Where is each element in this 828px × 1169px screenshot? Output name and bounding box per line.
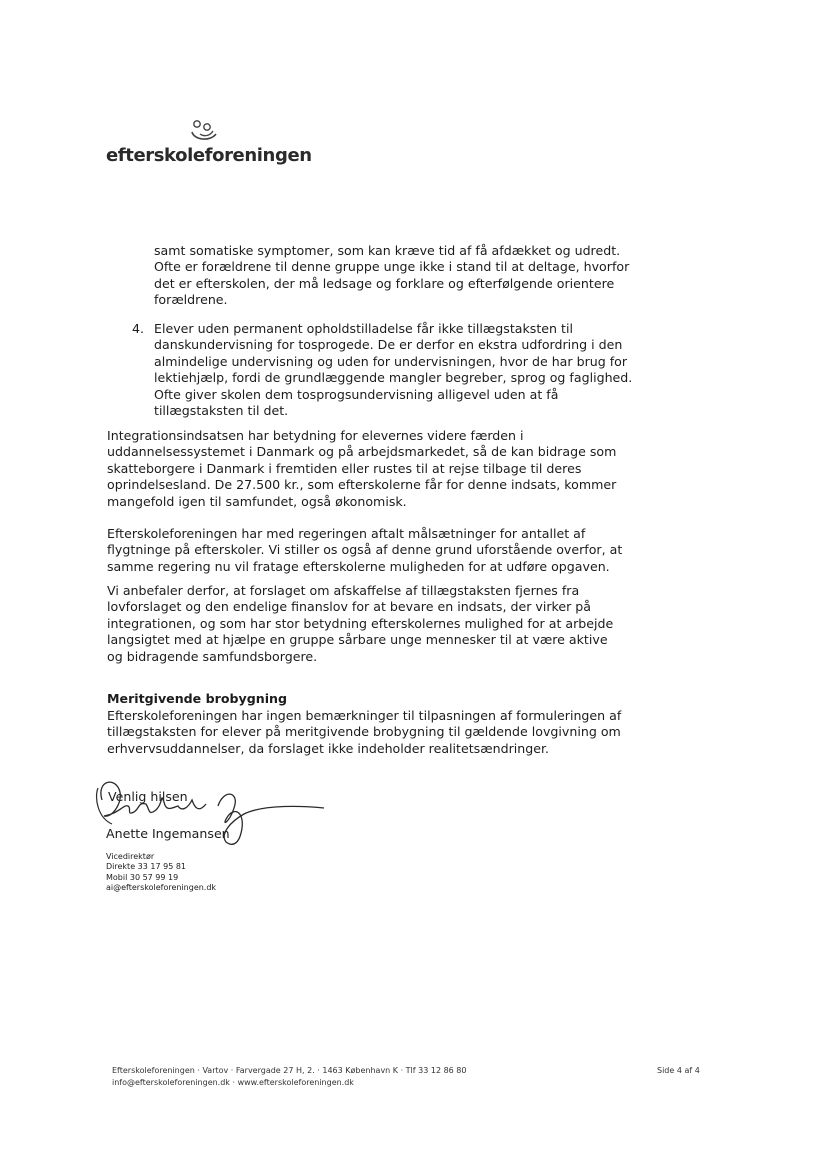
list-item-text: Elever uden permanent opholdstilladelse får ikke tillægstaksten til danskundervisning for tosprogede. De er derfor en ekstra udfordring i den almindelige undervisning og uden for undervisningen, hvor de har brug for lektiehjælp, fordi de grundlæggende mangler begreber, sprog og faglighed. Ofte giver skolen dem tosprogsundervisning alligevel uden at få tillægstaksten til det. [154, 321, 633, 419]
contact-direct: Direkte 33 17 95 81 [106, 862, 186, 872]
contact-mobile: Mobil 30 57 99 19 [106, 872, 179, 882]
page-number: Side 4 af 4 [657, 1066, 700, 1075]
paragraph-targets: Efterskoleforeningen har med regeringen aftalt målsætninger for antallet af flygtninge på efterskoler. Vi stiller os også af denne grund uforstående overfor, at samme regering nu vil fratage efterskolerne muligheden for at udføre opgaven. [107, 526, 623, 574]
section-text: Efterskoleforeningen har ingen bemærkninger til tilpasningen af formuleringen af tillægstaksten for elever på meritgivende brobygning til gældende lovgivning om erhvervsuddannelser, da forslaget ikke indeholder realitetsændringer. [107, 708, 622, 756]
contact-email[interactable]: ai@efterskoleforeningen.dk [106, 883, 217, 893]
section-heading: Meritgivende brobygning [107, 691, 287, 706]
footer [112, 1065, 466, 1089]
paragraph-recommendation: Vi anbefaler derfor, at forslaget om afskaffelse af tillægstaksten fjernes fra lovforslaget og den endelige finanslov for at bevare en indsats, der virker på integrationen, og som har stor betydning efterskolernes mulighed for at arbejde langsigtet med at hjælpe en gruppe sårbare unge mennesker til at være aktive og bidragende samfundsborgere. [107, 583, 614, 664]
footer-address: Efterskoleforeningen · Vartov · Farvergade 27 H, 2. · 1463 København K · Tlf 33 12 86 80 [112, 1066, 467, 1075]
closing-greeting: Venlig hilsen [108, 789, 188, 804]
footer-links[interactable]: info@efterskoleforeningen.dk · www.efterskoleforeningen.dk [112, 1078, 354, 1087]
signer-name: Anette Ingemansen [106, 826, 230, 841]
children-figures-icon [186, 118, 226, 146]
logo-wordmark: efterskoleforeningen [106, 145, 312, 166]
contact-block [106, 852, 216, 894]
list-continuation: samt somatiske symptomer, som kan kræve tid af få afdækket og udredt. Ofte er forældrene til denne gruppe unge ikke i stand til at deltage, hvorfor det er efterskolen, der må ledsage og forklare og efterfølgende orientere forældrene. [154, 243, 630, 308]
list-item-number: 4. [132, 321, 145, 336]
paragraph-integration: Integrationsindsatsen har betydning for elevernes videre færden i uddannelsessystemet i Danmark og på arbejdsmarkedet, så de kan bidrage som skatteborgere i Danmark i fremtiden eller rustes til at rejse tilbage til deres oprindelsesland. De 27.500 kr., som efterskolerne får for denne indsats, kommer mangefold igen til samfundet, også økonomisk. [107, 428, 617, 509]
contact-title: Vicedirektør [106, 852, 155, 861]
